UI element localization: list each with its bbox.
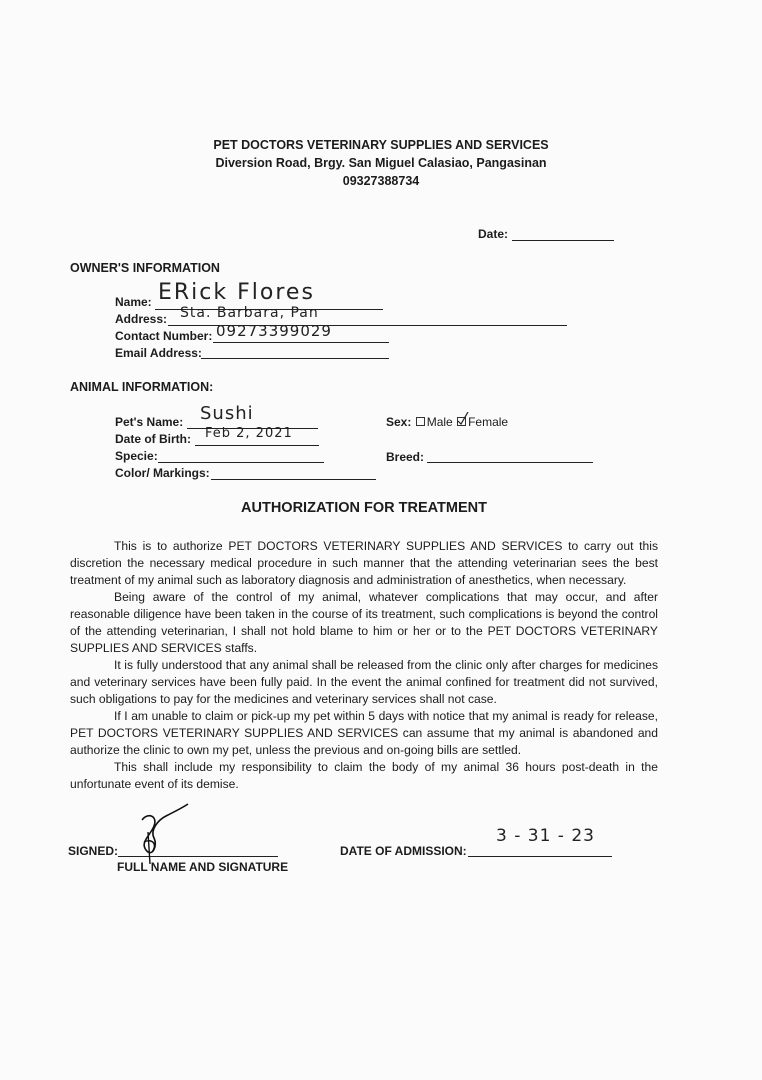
pet-name-value: Sushi — [200, 403, 254, 424]
contact-number-value: 09273399029 — [216, 322, 332, 340]
specie-label: Specie: — [115, 449, 158, 463]
admission-value: 3 - 31 - 23 — [496, 826, 595, 846]
paragraph: This is to authorize PET DOCTORS VETERINARY SUPPLIES AND SERVICES to carry out this discretion the necessary medical procedure in such manner that the attending veterinarian sees the best treatment of my animal such as laboratory diagnosis and administration of anesthetics, when necessary. — [70, 539, 658, 587]
dob-value: Feb 2, 2021 — [205, 426, 293, 441]
owner-address-value: Sta. Barbara, Pan — [180, 305, 319, 321]
color-markings-line — [211, 479, 376, 480]
email-label: Email Address: — [115, 346, 202, 360]
dob-line — [195, 445, 319, 446]
date-line — [512, 240, 614, 241]
paragraph: Being aware of the control of my animal, whatever complications that may occur, and after reasonable diligence have been taken in the course of its treatment, such complications is beyond the control of the attending veterinarian, I shall not hold blame to him or her or to the PET DOCTORS VETERINARY SUPPLIES AND SERVICES staffs. — [70, 590, 658, 655]
sex-field — [386, 415, 508, 429]
owner-heading: OWNER'S INFORMATION — [70, 261, 220, 275]
company-name: PET DOCTORS VETERINARY SUPPLIES AND SERVICES — [213, 138, 549, 152]
authorization-body — [70, 538, 658, 793]
dob-label: Date of Birth: — [115, 432, 191, 446]
admission-line — [468, 856, 612, 857]
company-address: Diversion Road, Brgy. San Miguel Calasiao, Pangasinan — [215, 156, 547, 170]
contact-number-label: Contact Number: — [115, 329, 213, 343]
female-option: Female — [468, 415, 509, 429]
signed-label: SIGNED: — [68, 844, 119, 858]
paragraph: If I am unable to claim or pick-up my pet within 5 days with notice that my animal is ready for release, PET DOCTORS VETERINARY SUPPLIES AND SERVICES can assume that my animal is abandoned and authorize the clinic to own my pet, unless the previous and on-going bills are settled. — [70, 709, 658, 757]
sex-label: Sex: — [386, 415, 412, 429]
checkmark-icon — [457, 412, 469, 426]
email-line — [201, 358, 389, 359]
pet-name-label: Pet's Name: — [115, 415, 184, 429]
signature-caption: FULL NAME AND SIGNATURE — [117, 860, 289, 874]
owner-address-label: Address: — [115, 312, 168, 326]
breed-line — [427, 462, 593, 463]
company-phone: 09327388734 — [342, 174, 420, 188]
date-label: Date: — [478, 227, 509, 241]
specie-line — [158, 462, 324, 463]
male-option: Male — [426, 415, 453, 429]
color-markings-label: Color/ Markings: — [115, 466, 210, 480]
animal-heading: ANIMAL INFORMATION: — [70, 380, 214, 394]
paragraph: This shall include my responsibility to claim the body of my animal 36 hours post-death in the unfortunate event of its demise. — [70, 760, 658, 791]
female-checkbox[interactable] — [457, 417, 466, 426]
male-checkbox[interactable] — [416, 417, 425, 426]
authorization-title: AUTHORIZATION FOR TREATMENT — [241, 500, 487, 516]
contact-number-line — [213, 342, 389, 343]
breed-label: Breed: — [386, 450, 425, 464]
owner-name-value: ERick Flores — [158, 280, 315, 305]
owner-name-label: Name: — [115, 295, 152, 309]
admission-label: DATE OF ADMISSION: — [340, 844, 467, 858]
paragraph: It is fully understood that any animal shall be released from the clinic only after charges for medicines and veterinary services have been fully paid. In the event the animal confined for treatment did not survived, such obligations to pay for the medicines and veterinary services shall not case. — [70, 658, 658, 706]
